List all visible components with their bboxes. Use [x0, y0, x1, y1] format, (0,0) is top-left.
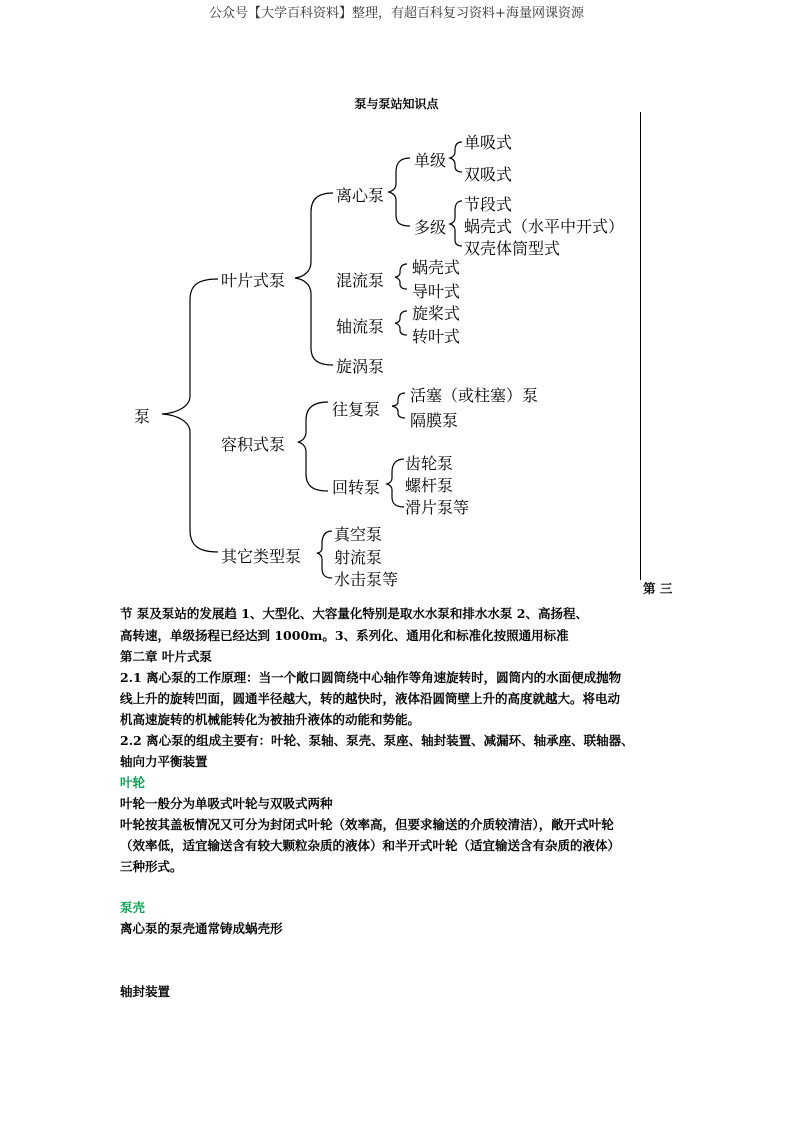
brace-centrifugal: [389, 158, 410, 226]
tree-segmental: 节段式: [464, 195, 513, 214]
paragraph-line: 节 泵及泵站的发展趋 1、大型化、大容量化特别是取水水泵和排水水泵 2、高扬程、: [120, 606, 588, 621]
paragraph-line: 机高速旋转的机械能转化为被抽升液体的动能和势能。: [120, 712, 421, 727]
paragraph-line: 轴向力平衡装置: [120, 754, 208, 769]
tree-double-casing: 双壳体筒型式: [464, 239, 561, 258]
tree-sliding-vane: 滑片泵等: [405, 498, 470, 517]
tree-multi-stage: 多级: [414, 218, 447, 237]
tree-centrifugal: 离心泵: [336, 186, 385, 205]
heading-shaft-seal: 轴封装置: [120, 984, 171, 999]
tree-right-border: [640, 112, 641, 580]
tree-reciprocating: 往复泵: [332, 400, 381, 419]
tree-diaphragm: 隔膜泵: [410, 411, 459, 430]
tree-mixed-guide-vane: 导叶式: [412, 282, 461, 301]
paragraph-line: 离心泵的泵壳通常铸成蜗壳形: [120, 921, 283, 936]
tree-water-hammer: 水击泵等: [334, 570, 399, 589]
tree-mixed-flow: 混流泵: [336, 271, 385, 290]
brace-positive: [298, 402, 328, 491]
chapter-heading: 第二章 叶片式泵: [120, 649, 212, 664]
tree-piston: 活塞（或柱塞）泵: [410, 386, 539, 405]
tree-axial-adjustable: 转叶式: [412, 327, 461, 346]
paragraph-line: 叶轮按其盖板情况又可分为封闭式叶轮（效率高，但要求输送的介质较清洁），敞开式叶轮: [120, 817, 614, 832]
brace-reciprocating: [392, 393, 405, 418]
page-header: 公众号【大学百科资料】整理，有超百科复习资料+海量网课资源: [209, 6, 584, 21]
tree-blade-pump: 叶片式泵: [221, 271, 286, 290]
brace-root: [162, 279, 218, 552]
tree-single-suction: 单吸式: [464, 133, 513, 152]
tree-axial-flow: 轴流泵: [336, 317, 385, 336]
paragraph-line: （效率低，适宜输送含有较大颗粒杂质的液体）和半开式叶轮（适宜输送含有杂质的液体）: [120, 838, 621, 853]
tree-vortex: 旋涡泵: [336, 357, 385, 376]
tree-volute-split: 蜗壳式（水平中开式）: [464, 217, 625, 236]
section-heading-tail: 第 三: [643, 581, 673, 596]
paragraph-line: 三种形式。: [120, 859, 183, 874]
heading-impeller: 叶轮: [120, 775, 146, 790]
brace-axial: [395, 311, 407, 335]
tree-other-types: 其它类型泵: [221, 547, 302, 566]
paragraph-line: 高转速，单级扬程已经达到 1000m。3、系列化、通用化和标准化按照通用标准: [120, 628, 569, 643]
tree-jet: 射流泵: [334, 548, 383, 567]
brace-mixed: [395, 264, 407, 289]
tree-positive-displacement: 容积式泵: [221, 435, 286, 454]
tree-vacuum: 真空泵: [334, 525, 383, 544]
heading-casing: 泵壳: [120, 900, 146, 915]
brace-multi: [450, 201, 462, 246]
paragraph-line: 叶轮一般分为单吸式叶轮与双吸式两种: [120, 796, 333, 811]
brace-single: [450, 142, 462, 172]
tree-gear: 齿轮泵: [405, 454, 454, 473]
brace-other: [317, 531, 332, 578]
tree-axial-propeller: 旋桨式: [412, 304, 461, 323]
tree-rotary: 回转泵: [332, 478, 381, 497]
paragraph-line: 线上升的旋转凹面，圆通半径越大，转的越快时，液体沿圆筒壁上升的高度就越大。将电动: [120, 691, 621, 706]
brace-rotary: [387, 459, 404, 507]
tree-mixed-volute: 蜗壳式: [412, 258, 461, 277]
paragraph-line: 2.1 离心泵的工作原理：当一个敞口圆筒绕中心轴作等角速旋转时，圆筒内的水面便成抛物: [120, 670, 622, 685]
tree-screw: 螺杆泵: [405, 476, 454, 495]
tree-root: 泵: [134, 407, 151, 426]
paragraph-line: 2.2 离心泵的组成主要有：叶轮、泵轴、泵壳、泵座、轴封装置、减漏环、轴承座、联轴器、: [120, 733, 634, 748]
tree-double-suction: 双吸式: [464, 165, 513, 184]
page-title: 泵与泵站知识点: [354, 97, 439, 111]
brace-blade: [295, 193, 333, 365]
tree-single-stage: 单级: [414, 151, 447, 170]
